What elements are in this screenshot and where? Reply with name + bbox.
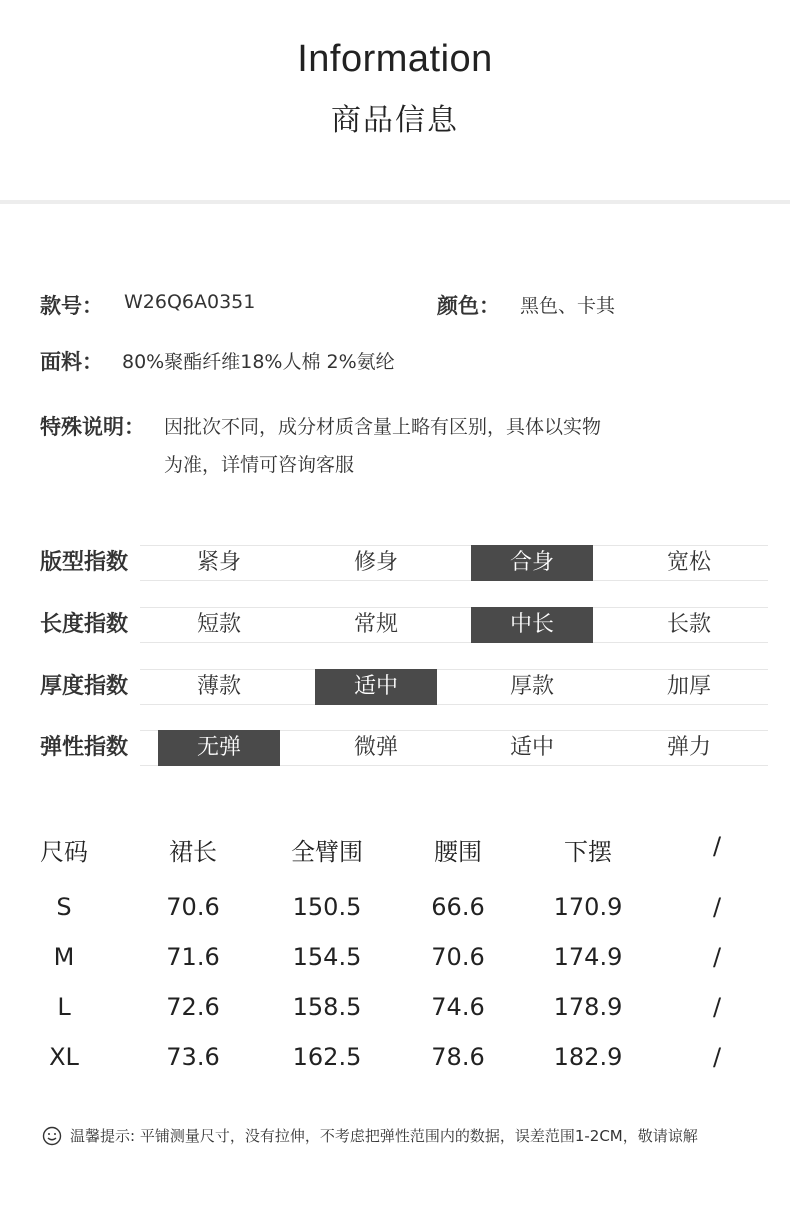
index-label: 弹性指数	[40, 735, 129, 760]
size-table-cell: 71.6	[166, 943, 220, 971]
header-divider	[0, 200, 790, 204]
index-option-selected: 中长	[471, 607, 593, 643]
size-table-cell: 158.5	[292, 993, 362, 1021]
index-option: 常规	[353, 612, 398, 637]
size-table-cell: 174.9	[553, 943, 623, 971]
size-table-cell: 78.6	[431, 1043, 485, 1071]
footer-note-text: 温馨提示: 平铺测量尺寸，没有拉伸，不考虑把弹性范围内的数据，误差范围1-2CM，敬请谅解	[70, 1127, 698, 1145]
index-option-selected: 无弹	[158, 730, 280, 766]
index-option: 微弹	[353, 735, 398, 760]
size-table-cell: /	[712, 1043, 722, 1071]
index-row	[40, 730, 768, 766]
size-table-cell: 70.6	[431, 943, 485, 971]
size-table-cell: 170.9	[553, 893, 623, 921]
size-table-header: 裙长	[169, 838, 217, 866]
title-english: Information	[297, 38, 493, 80]
size-label: S	[56, 893, 72, 921]
size-table-cell: 150.5	[292, 893, 362, 921]
size-table-header: 尺码	[40, 838, 88, 866]
style-number-value: W26Q6A0351	[124, 291, 256, 313]
size-table-cell: /	[712, 943, 722, 971]
size-table-cell: 178.9	[553, 993, 623, 1021]
size-table-cell: 182.9	[553, 1043, 623, 1071]
index-row	[40, 545, 768, 581]
index-option-selected: 合身	[471, 545, 593, 581]
color-label: 颜色：	[437, 294, 500, 318]
index-option: 弹力	[666, 735, 711, 760]
style-number-label: 款号：	[40, 294, 103, 318]
size-table-header: 全臂围	[291, 838, 363, 866]
color-value: 黑色、卡其	[520, 295, 616, 317]
special-notes-label: 特殊说明：	[40, 415, 145, 439]
size-label: XL	[49, 1043, 79, 1071]
size-table-header: /	[712, 832, 722, 860]
index-option: 宽松	[666, 550, 711, 575]
size-label: L	[57, 993, 71, 1021]
size-table-cell: 162.5	[292, 1043, 362, 1071]
index-option: 加厚	[666, 674, 711, 699]
size-table-cell: /	[712, 993, 722, 1021]
index-label: 厚度指数	[40, 674, 129, 699]
special-notes-line-1: 因批次不同，成分材质含量上略有区别，具体以实物	[164, 416, 602, 438]
size-table-cell: 73.6	[166, 1043, 220, 1071]
index-row	[40, 669, 768, 705]
index-option: 修身	[353, 550, 398, 575]
index-label: 长度指数	[40, 612, 129, 637]
index-option: 长款	[666, 612, 711, 637]
size-table-cell: 154.5	[292, 943, 362, 971]
title-chinese: 商品信息	[331, 103, 459, 138]
index-option: 厚款	[509, 674, 554, 699]
smiley-icon	[42, 1126, 62, 1146]
index-option: 薄款	[196, 674, 241, 699]
size-table-cell: 70.6	[166, 893, 220, 921]
fabric-value: 80%聚酯纤维18%人棉 2%氨纶	[122, 351, 395, 373]
index-row	[40, 607, 768, 643]
index-label: 版型指数	[40, 550, 129, 575]
size-table-header: 下摆	[564, 838, 612, 866]
size-table-cell: 72.6	[166, 993, 220, 1021]
size-table-header: 腰围	[434, 838, 482, 866]
special-notes-line-2: 为准，详情可咨询客服	[164, 454, 355, 476]
size-table-cell: /	[712, 893, 722, 921]
size-label: M	[53, 943, 75, 971]
index-option: 适中	[509, 735, 554, 760]
index-option-selected: 适中	[315, 669, 437, 705]
fabric-label: 面料：	[40, 350, 103, 374]
footer-note	[42, 1125, 698, 1146]
size-table-cell: 74.6	[431, 993, 485, 1021]
index-option: 短款	[196, 612, 241, 637]
size-table-cell: 66.6	[431, 893, 485, 921]
index-option: 紧身	[196, 550, 241, 575]
